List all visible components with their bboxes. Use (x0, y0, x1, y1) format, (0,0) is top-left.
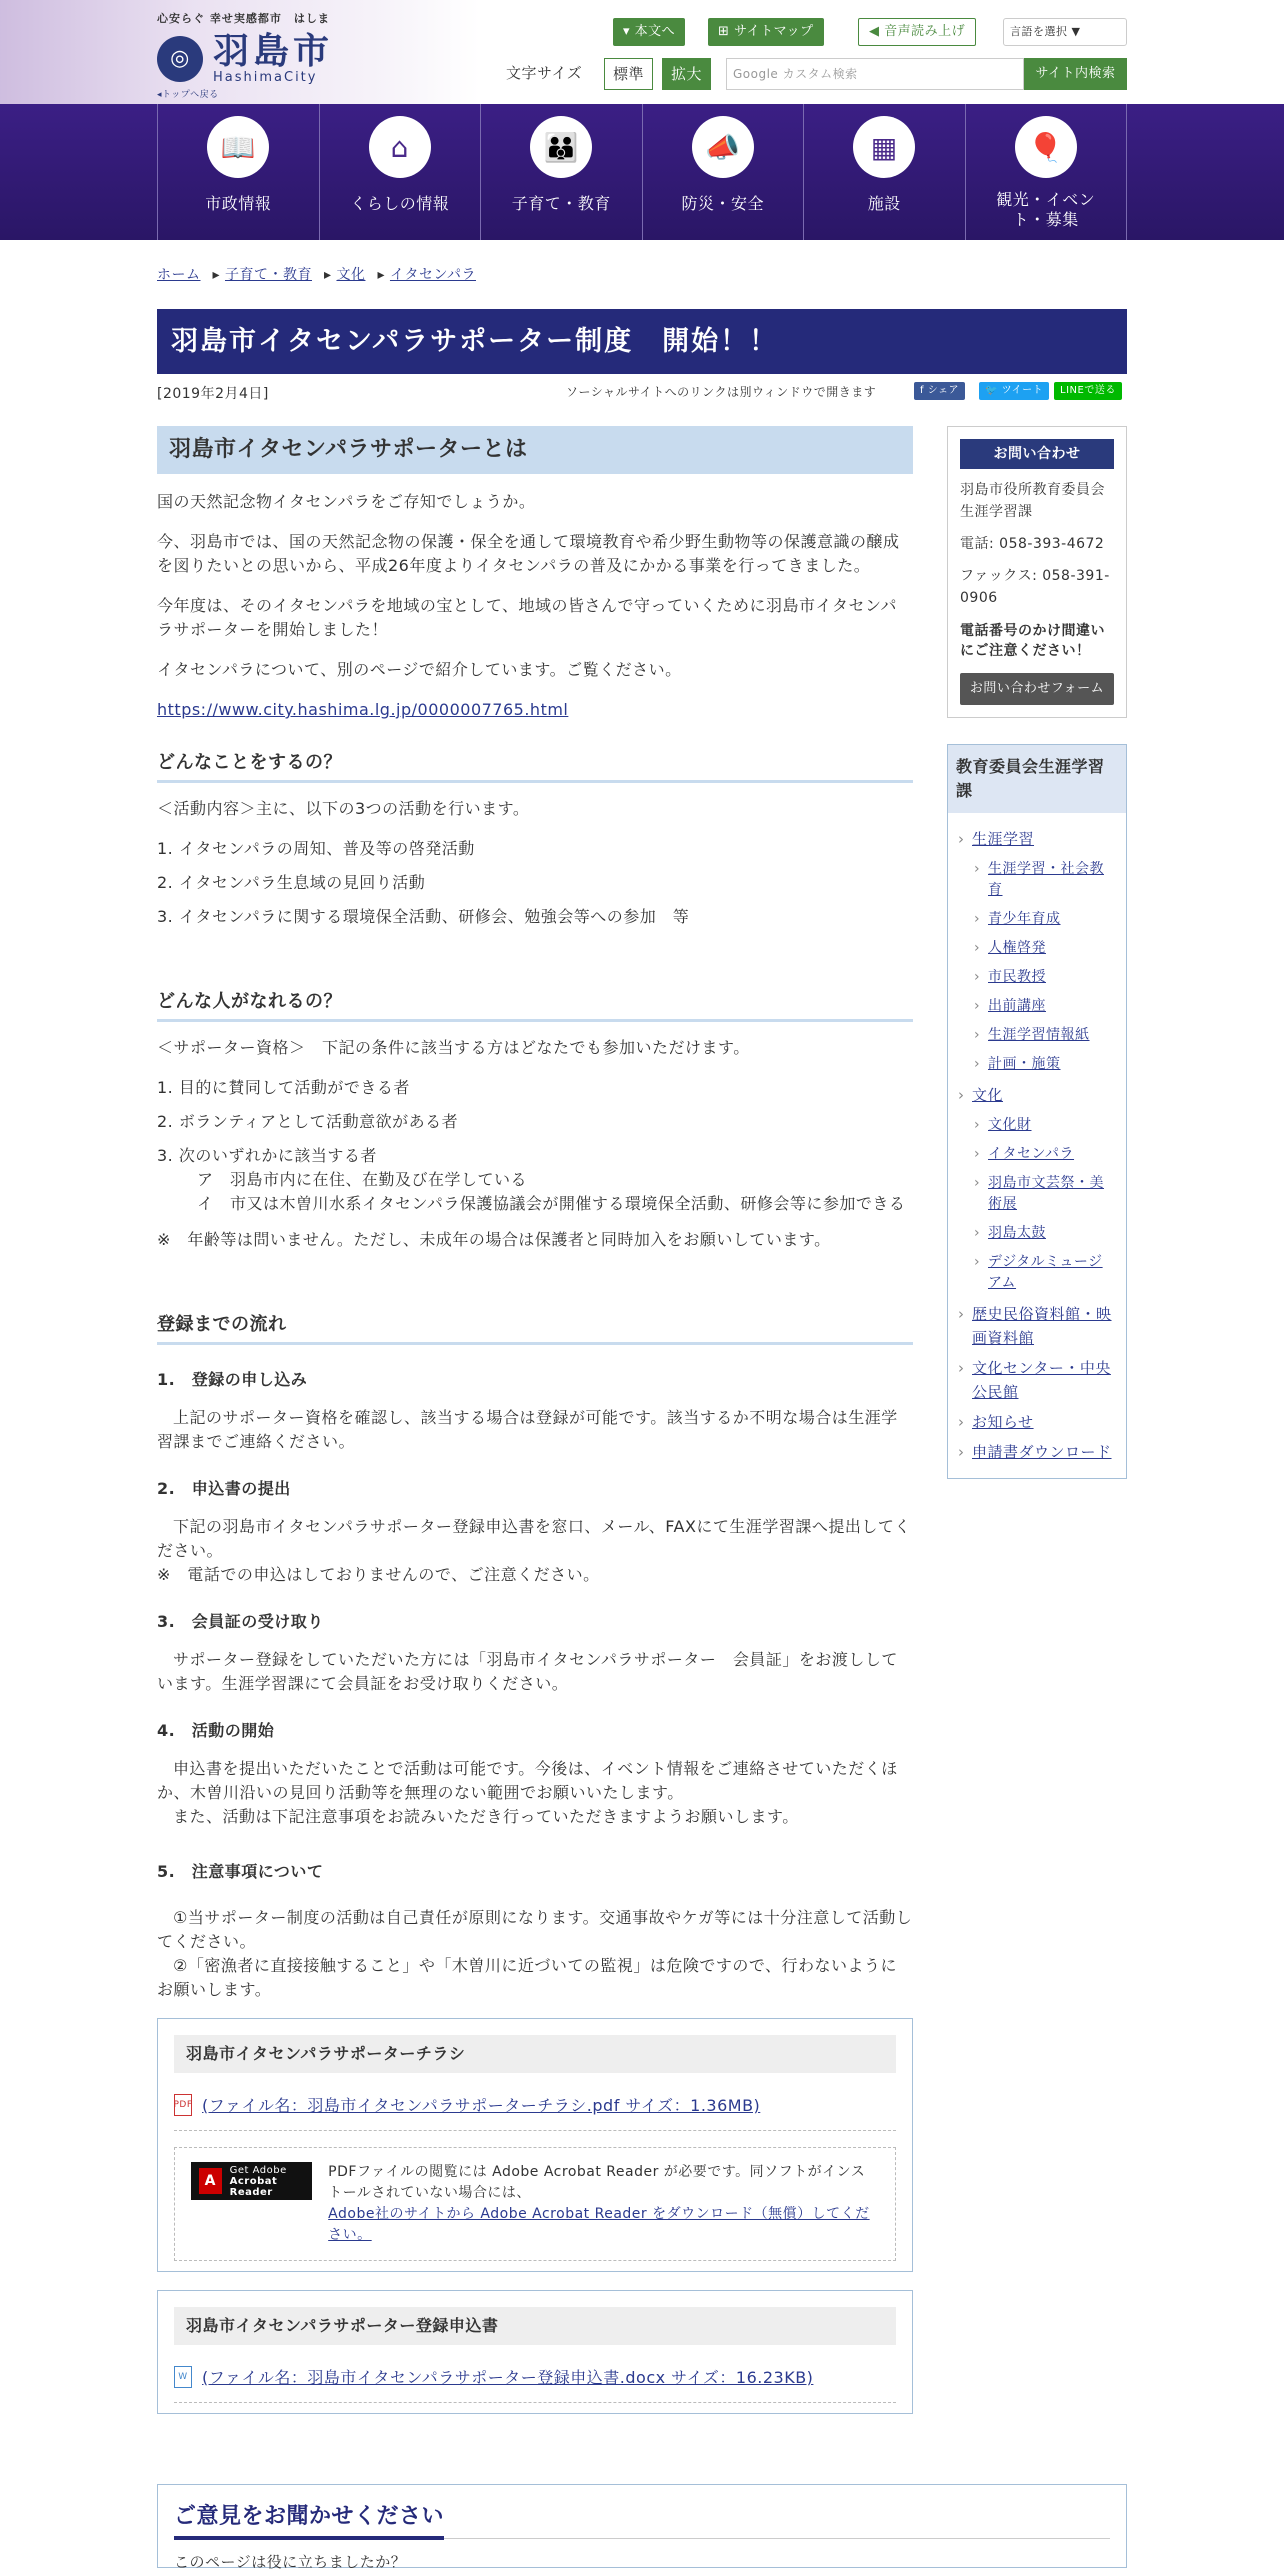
contact-dept: 羽島市役所教育委員会生涯学習課 (960, 482, 1105, 520)
side-menu-link[interactable]: 文化センター・中央公民館 (972, 1359, 1111, 1401)
itasenpara-page-link[interactable]: https://www.city.hashima.lg.jp/0000007765.html (157, 700, 569, 719)
house-icon: ⌂ (369, 116, 431, 178)
skip-to-main-button[interactable]: ▾ 本文へ (613, 18, 685, 46)
step-heading: 4. 活動の開始 (157, 1721, 275, 1740)
acrobat-download-link[interactable]: Adobe社のサイトから Adobe Acrobat Reader をダウンロード（無償）してください。 (328, 2206, 870, 2243)
language-select[interactable]: 言語を選択 ▼ (1003, 18, 1127, 46)
family-icon: 👪 (530, 116, 592, 178)
contact-box (947, 426, 1127, 718)
speaker-icon: ◀ (869, 24, 885, 39)
activity-heading: どんなことをするの？ (157, 748, 913, 783)
file-box-title: 羽島市イタセンパラサポーター登録申込書 (174, 2307, 896, 2345)
page-title: 羽島市イタセンパラサポーター制度 開始！！ (157, 309, 1127, 374)
step-note: ※ 電話での申込はしておりませんので、ご注意ください。 (157, 1565, 600, 1584)
registration-heading: 登録までの流れ (157, 1310, 913, 1345)
side-submenu-link[interactable]: 市民教授 (988, 969, 1046, 985)
nav-label: 防災・安全 (681, 194, 764, 213)
list-item: 1. イタセンパラの周知、普及等の啓発活動 (157, 839, 475, 858)
contact-tel: 電話: 058-393-4672 (960, 536, 1105, 552)
flyer-pdf-link[interactable]: (ファイル名：羽島市イタセンパラサポーターチラシ.pdf サイズ：1.36MB) (202, 2096, 761, 2115)
list-item: 2. イタセンパラ生息域の見回り活動 (157, 873, 426, 892)
application-docx-link[interactable]: (ファイル名：羽島市イタセンパラサポーター登録申込書.docx サイズ：16.23KB) (202, 2368, 814, 2387)
step-text: サポーター登録をしていただいた方には「羽島市イタセンパラサポーター 会員証」をお渡ししています。生涯学習課にて会員証をお受け取りください。 (157, 1650, 898, 1693)
search-button[interactable]: サイト内検索 (1024, 58, 1127, 90)
file-box-title: 羽島市イタセンパラサポーターチラシ (174, 2035, 896, 2073)
site-logo[interactable] (157, 10, 333, 100)
font-size-label: 文字サイズ (506, 64, 583, 82)
building-icon: ▦ (853, 116, 915, 178)
file-box-application (157, 2290, 913, 2414)
nav-item[interactable] (158, 104, 320, 240)
nav-item[interactable] (804, 104, 966, 240)
line-share-button[interactable]: LINEで送る (1054, 382, 1122, 400)
step-text: 上記のサポーター資格を確認し、該当する場合は登録が可能です。該当するか不明な場合は生涯学習課までご連絡ください。 (157, 1408, 898, 1451)
side-submenu-link[interactable]: 計画・施策 (988, 1056, 1061, 1072)
side-submenu-link[interactable]: 生涯学習情報紙 (988, 1027, 1090, 1043)
list-item: 3. イタセンパラに関する環境保全活動、研修会、勉強会等への参加 等 (157, 907, 690, 926)
sitemap-label: サイトマップ (734, 24, 814, 39)
side-submenu-link[interactable]: 羽島市文芸祭・美術展 (988, 1175, 1104, 1212)
step-text: また、活動は下記注意事項をお読みいただき行っていただきますようお願いします。 (173, 1807, 799, 1826)
breadcrumb-link[interactable]: 文化 (336, 267, 366, 283)
contact-fax: ファックス: 058-391-0906 (960, 568, 1110, 606)
side-menu-link[interactable]: 生涯学習 (972, 830, 1035, 848)
tagline: 心安らぐ 幸せ実感都市 はしま (157, 12, 330, 25)
font-normal-button[interactable]: 標準 (604, 58, 653, 90)
nav-label: 施設 (867, 194, 901, 213)
nav-label: 観光・イベント・募集 (996, 190, 1096, 229)
step-text: ②「密漁者に直接接触すること」や「木曽川に近づいての監視」は危険ですので、行わないようにお願いします。 (157, 1956, 898, 1999)
paragraph: 今、羽島市では、国の天然記念物の保護・保全を通して環境教育や希少野生動物等の保護意識の醸成を図りたいとの思いから、平成26年度よりイタセンパラの普及にかかる事業を行ってきました。 (157, 532, 900, 575)
search-input[interactable]: Google カスタム検索 (726, 58, 1024, 90)
breadcrumb (157, 264, 488, 284)
facebook-share-button[interactable] (914, 382, 965, 400)
city-emblem-icon: ◎ (157, 36, 203, 82)
breadcrumb-link[interactable]: ホーム (157, 267, 201, 283)
list-item: 1. 目的に賛同して活動ができる者 (157, 1078, 410, 1097)
side-submenu-link[interactable]: デジタルミュージアム (988, 1254, 1103, 1291)
adobe-icon: A (199, 2168, 222, 2194)
logo-text: 羽島市 (213, 30, 334, 72)
global-nav (0, 104, 1284, 240)
contact-title: お問い合わせ (960, 439, 1114, 469)
acrobat-notice (174, 2147, 896, 2261)
step-heading: 5. 注意事項について (157, 1862, 324, 1881)
side-menu-link[interactable]: お知らせ (972, 1413, 1034, 1431)
megaphone-icon: 📣 (692, 116, 754, 178)
balloon-icon: 🎈 (1015, 116, 1077, 178)
step-heading: 3. 会員証の受け取り (157, 1612, 324, 1631)
book-icon: 📖 (207, 116, 269, 178)
nav-item[interactable] (966, 104, 1128, 240)
publish-date: [2019年2月4日] (157, 386, 269, 402)
side-submenu-link[interactable]: 青少年育成 (988, 911, 1061, 927)
side-menu-link[interactable]: 申請書ダウンロード (972, 1443, 1112, 1461)
nav-item[interactable] (320, 104, 482, 240)
eligibility-heading: どんな人がなれるの？ (157, 987, 913, 1022)
side-submenu-link[interactable]: 生涯学習・社会教育 (988, 861, 1104, 898)
note: ※ 年齢等は問いません。ただし、未成年の場合は保護者と同時加入をお願いしています。 (157, 1230, 831, 1249)
nav-item[interactable] (481, 104, 643, 240)
feedback-question: このページは役に立ちましたか？ (174, 2553, 407, 2571)
chevron-right-icon: ▸ (323, 267, 337, 283)
list-item: 2. ボランティアとして活動意欲がある者 (157, 1112, 459, 1131)
nav-label: 子育て・教育 (511, 194, 611, 213)
side-submenu-link[interactable]: 出前講座 (988, 998, 1046, 1014)
twitter-share-button[interactable] (979, 382, 1049, 400)
list-item: 3. 次のいずれかに該当する者 (157, 1146, 377, 1165)
side-submenu-link[interactable]: イタセンパラ (988, 1146, 1075, 1162)
side-submenu-link[interactable]: 文化財 (988, 1117, 1032, 1133)
file-box-flyer (157, 2018, 913, 2272)
twitter-icon: 🐦 (985, 385, 1002, 396)
feedback-box (157, 2484, 1127, 2571)
contact-form-button[interactable]: お問い合わせフォーム (960, 673, 1114, 705)
side-submenu-link[interactable]: 羽島太鼓 (988, 1225, 1046, 1241)
nav-item[interactable] (643, 104, 805, 240)
step-heading: 1. 登録の申し込み (157, 1370, 308, 1389)
list-subitem: イ 市又は木曽川水系イタセンパラ保護協議会が開催する環境保全活動、研修会等に参加できる (197, 1194, 906, 1213)
paragraph: 国の天然記念物イタセンパラをご存知でしょうか。 (157, 492, 536, 511)
sidebar (947, 426, 1127, 1479)
step-heading: 2. 申込書の提出 (157, 1479, 291, 1498)
font-large-button[interactable]: 拡大 (662, 58, 711, 90)
breadcrumb-link[interactable]: 子育て・教育 (224, 267, 312, 283)
step-text: ①当サポーター制度の活動は自己責任が原則になります。交通事故やケガ等には十分注意して活動してください。 (157, 1908, 913, 1951)
sitemap-button[interactable] (708, 18, 824, 46)
chevron-right-icon: ▸ (212, 267, 225, 283)
get-acrobat-button[interactable] (191, 2162, 312, 2200)
side-menu-title: 教育委員会生涯学習課 (948, 745, 1126, 813)
step-text: 下記の羽島市イタセンパラサポーター登録申込書を窓口、メール、FAXにて生涯学習課へ提出してください。 (157, 1517, 911, 1560)
side-menu (947, 744, 1127, 1479)
facebook-icon: f (920, 385, 928, 396)
logo-english: HashimaCity (213, 70, 318, 85)
file-link-row (174, 2093, 896, 2131)
nav-label: くらしの情報 (350, 194, 450, 213)
voice-read-button[interactable] (858, 18, 976, 46)
list-subitem: ア 羽島市内に在住、在勤及び在学している (197, 1170, 528, 1189)
paragraph: 今年度は、そのイタセンパラを地域の宝として、地域の皆さんで守っていくために羽島市イタセンパラサポーターを開始しました！ (157, 596, 897, 639)
activity-intro: ＜活動内容＞主に、以下の3つの活動を行います。 (157, 799, 530, 818)
pdf-icon: PDF (174, 2094, 192, 2116)
side-menu-link[interactable]: 文化 (972, 1086, 1004, 1104)
header (0, 0, 1284, 104)
file-link-row (174, 2365, 896, 2403)
acrobat-text: PDFファイルの閲覧には Adobe Acrobat Reader が必要です。同ソフトがインストールされていない場合には、 (328, 2164, 866, 2201)
sitemap-icon: ⊞ (718, 24, 735, 39)
breadcrumb-link[interactable]: イタセンパラ (389, 267, 476, 283)
contact-warning: 電話番号のかけ間違いにご注意ください！ (960, 623, 1105, 659)
word-icon: W (174, 2366, 192, 2388)
feedback-title: ご意見をお聞かせください (174, 2499, 444, 2540)
acrobat-button-line1: Get Adobe (229, 2164, 287, 2176)
nav-label: 市政情報 (205, 194, 272, 213)
step-text: 申込書を提出いただいたことで活動は可能です。今後は、イベント情報をご連絡させていただくほか、木曽川沿いの見回り活動等を無理のない範囲でお願いいたします。 (157, 1759, 898, 1802)
main-content (157, 426, 913, 2414)
twitter-share-label: ツイート (1001, 385, 1044, 396)
back-to-top-link[interactable]: ◂トップへ戻る (157, 90, 219, 100)
eligibility-intro: ＜サポーター資格＞ 下記の条件に該当する方はどなたでも参加いただけます。 (157, 1038, 750, 1057)
voice-read-label: 音声読み上げ (884, 24, 966, 39)
side-menu-link[interactable]: 歴史民俗資料館・映画資料館 (972, 1305, 1112, 1347)
side-submenu-link[interactable]: 人権啓発 (988, 940, 1046, 956)
section-heading: 羽島市イタセンパラサポーターとは (157, 426, 913, 474)
facebook-share-label: シェア (927, 385, 960, 396)
acrobat-button-line2: Acrobat Reader (229, 2175, 278, 2198)
social-note: ソーシャルサイトへのリンクは別ウィンドウで開きます (566, 385, 877, 399)
paragraph: イタセンパラについて、別のページで紹介しています。ご覧ください。 (157, 660, 682, 679)
chevron-right-icon: ▸ (377, 267, 390, 283)
